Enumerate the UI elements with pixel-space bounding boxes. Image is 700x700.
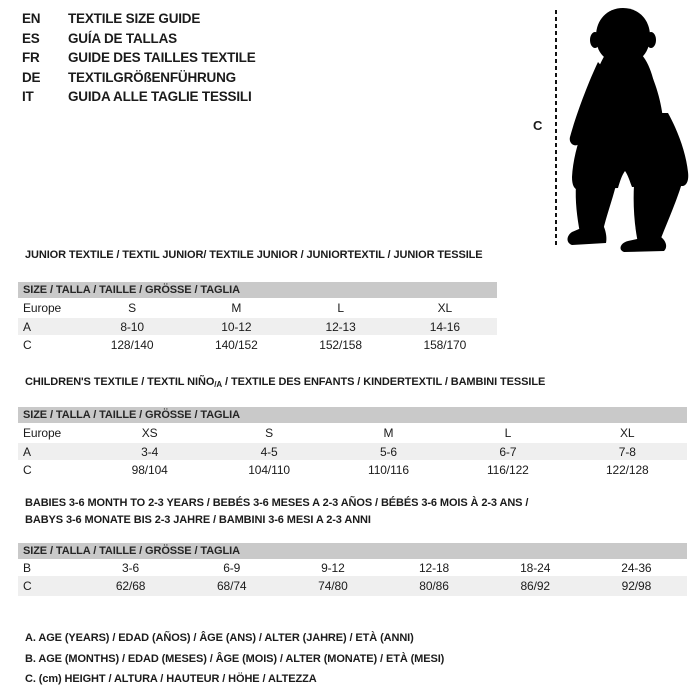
section-title-babies xyxy=(25,495,565,529)
section-title-subscript: /A xyxy=(214,380,223,389)
size-table-babies xyxy=(18,543,687,596)
section-title-part: / TEXTILE DES ENFANTS / KINDERTEXTIL / BAMBINI TESSILE xyxy=(222,376,546,388)
size-cell: 10-12 xyxy=(184,318,288,335)
size-cell: 110/116 xyxy=(368,463,409,477)
table-row-c xyxy=(18,335,497,355)
size-cell: 6-7 xyxy=(448,443,567,460)
size-cell: 158/170 xyxy=(423,338,467,352)
section-title-line1: BABIES 3-6 MONTH TO 2-3 YEARS / BEBÉS 3-6 MESES A 2-3 AÑOS / BÉBÉS 3-6 MOIS À 2-3 ANS / xyxy=(25,497,529,509)
column-header: Europe xyxy=(23,426,62,440)
lang-label: GUIDA ALLE TAGLIE TESSILI xyxy=(68,89,252,104)
lang-row-es xyxy=(22,29,256,49)
legend-line-a: A. AGE (YEARS) / EDAD (AÑOS) / ÂGE (ANS) / ALTER (JAHRE) / ETÀ (ANNI) xyxy=(25,632,414,644)
row-label: B xyxy=(23,560,31,575)
size-cell: 92/98 xyxy=(586,576,687,596)
row-label: A xyxy=(18,318,80,335)
column-header: XL xyxy=(437,301,453,315)
size-cell: 3-4 xyxy=(90,443,209,460)
size-table-junior xyxy=(18,282,497,355)
size-cell: 4-5 xyxy=(209,443,328,460)
language-list xyxy=(22,9,256,107)
table-row-b xyxy=(18,559,687,576)
lang-row-fr xyxy=(22,48,256,68)
measure-legend xyxy=(25,628,444,690)
size-cell: 3-6 xyxy=(122,560,140,575)
size-cell: 5-6 xyxy=(329,443,448,460)
lang-label: GUÍA DE TALLAS xyxy=(68,30,177,46)
column-header: XL xyxy=(620,426,635,440)
lang-code: DE xyxy=(22,69,41,85)
size-cell: 74/80 xyxy=(282,576,383,596)
size-cell: 6-9 xyxy=(223,560,241,575)
size-cell: 18-24 xyxy=(520,560,551,575)
table-size-header-row xyxy=(18,407,687,423)
column-header: S xyxy=(128,301,137,315)
section-title-junior: JUNIOR TEXTILE / TEXTIL JUNIOR/ TEXTILE JUNIOR / JUNIORTEXTIL / JUNIOR TESSILE xyxy=(25,249,483,261)
column-header: L xyxy=(337,301,344,315)
size-cell: 62/68 xyxy=(80,576,181,596)
column-header: S xyxy=(265,426,274,440)
column-header: L xyxy=(504,426,512,440)
lang-label: TEXTILGRÖßENFÜHRUNG xyxy=(68,69,236,85)
column-header: XS xyxy=(141,426,158,440)
table-row-c xyxy=(18,460,687,480)
table-row-a xyxy=(18,318,497,335)
row-label: C xyxy=(23,338,32,352)
row-label: C xyxy=(23,463,32,477)
section-title-part: CHILDREN'S TEXTILE / TEXTIL NIÑO xyxy=(25,376,215,388)
column-header: M xyxy=(383,426,394,440)
table-size-header: SIZE / TALLA / TAILLE / GRÖSSE / TAGLIA xyxy=(18,282,497,298)
table-row-c xyxy=(18,576,687,596)
table-size-header: SIZE / TALLA / TAILLE / GRÖSSE / TAGLIA xyxy=(18,407,687,423)
size-cell: 98/104 xyxy=(131,463,168,477)
size-cell: 14-16 xyxy=(393,318,497,335)
lang-code: FR xyxy=(22,50,40,65)
lang-label: TEXTILE SIZE GUIDE xyxy=(68,11,201,26)
size-cell: 86/92 xyxy=(485,576,586,596)
lang-code: ES xyxy=(22,30,40,46)
size-cell: 12-13 xyxy=(289,318,393,335)
lang-row-de xyxy=(22,68,256,88)
size-table-children xyxy=(18,407,687,480)
size-cell: 128/140 xyxy=(110,338,154,352)
row-label: C xyxy=(18,576,80,596)
size-cell: 24-36 xyxy=(621,560,652,575)
size-cell: 68/74 xyxy=(181,576,282,596)
table-size-header-row xyxy=(18,543,687,559)
legend-line-c: C. (cm) HEIGHT / ALTURA / HAUTEUR / HÖHE / ALTEZZA xyxy=(25,673,317,685)
height-dotted-line xyxy=(555,10,557,248)
lang-code: IT xyxy=(22,89,34,104)
legend-line-b: B. AGE (MONTHS) / EDAD (MESES) / ÂGE (MOIS) / ALTER (MONATE) / ETÀ (MESI) xyxy=(25,652,445,665)
size-cell: 122/128 xyxy=(605,463,649,477)
lang-code: EN xyxy=(22,11,41,26)
size-cell: 152/158 xyxy=(319,338,362,352)
row-label: A xyxy=(18,443,90,460)
table-size-header-row xyxy=(18,282,497,298)
measure-label-c: C xyxy=(533,118,543,133)
section-title-line2: BABYS 3-6 MONATE BIS 2-3 JAHRE / BAMBINI 3-6 MESI A 2-3 ANNI xyxy=(25,514,371,526)
size-cell: 7-8 xyxy=(568,443,687,460)
size-cell: 8-10 xyxy=(80,318,184,335)
lang-row-it xyxy=(22,87,256,107)
size-cell: 116/122 xyxy=(486,463,529,477)
column-header: M xyxy=(231,301,242,315)
section-title-children xyxy=(25,376,545,389)
column-header: Europe xyxy=(23,301,62,315)
size-cell: 104/110 xyxy=(248,463,290,477)
table-row-a xyxy=(18,443,687,460)
height-measure-figure xyxy=(520,0,700,260)
lang-label: GUIDE DES TAILLES TEXTILE xyxy=(68,50,256,65)
lang-row-en xyxy=(22,9,256,29)
toddler-silhouette-icon xyxy=(560,5,700,253)
size-cell: 80/86 xyxy=(383,576,484,596)
size-cell: 140/152 xyxy=(215,338,258,352)
table-size-header: SIZE / TALLA / TAILLE / GRÖSSE / TAGLIA xyxy=(18,543,687,559)
column-header-row xyxy=(18,298,497,318)
size-cell: 9-12 xyxy=(321,560,345,575)
size-cell: 12-18 xyxy=(418,560,450,575)
column-header-row xyxy=(18,423,687,443)
